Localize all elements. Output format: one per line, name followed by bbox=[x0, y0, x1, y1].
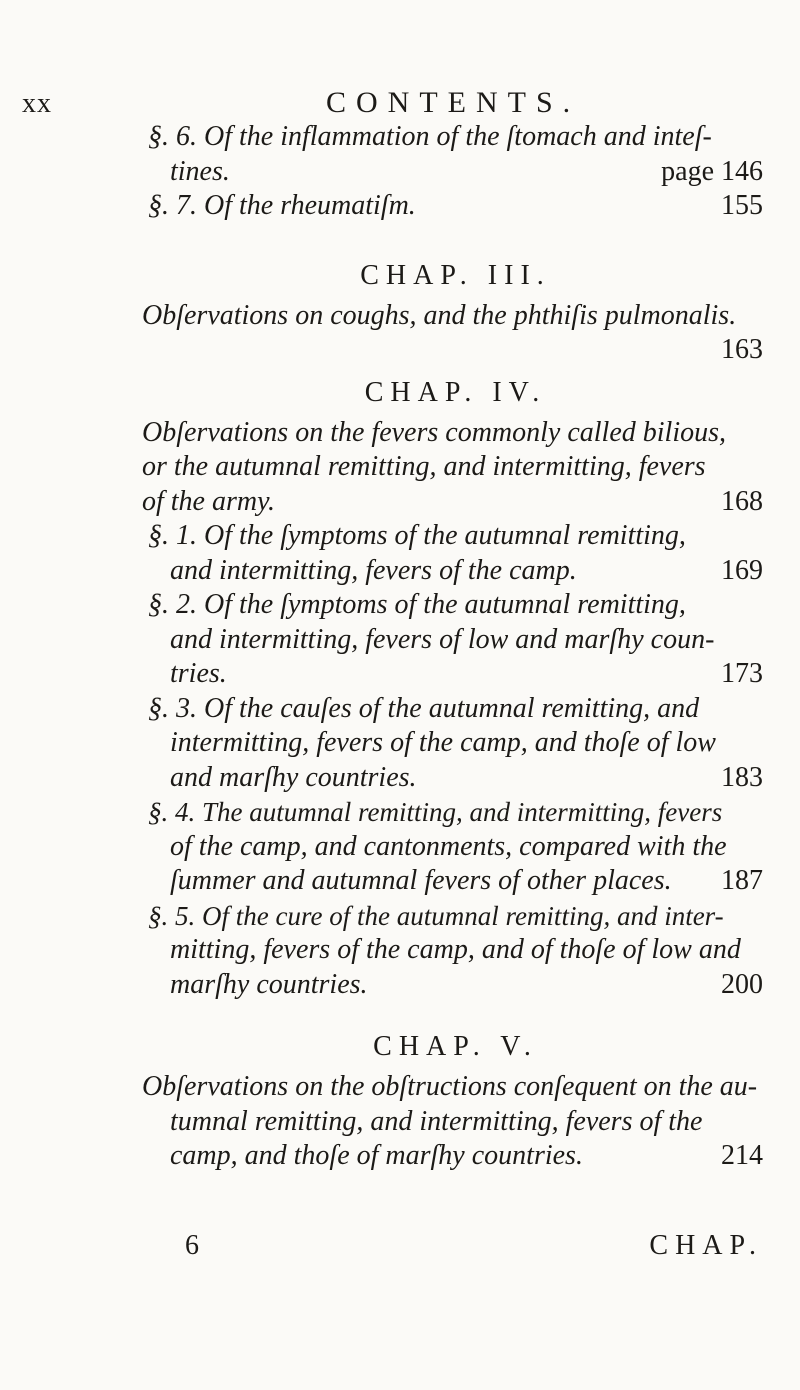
entry-page: 168 bbox=[721, 485, 763, 517]
entry-line: Obſervations on the obſtructions conſequent on the au- bbox=[142, 1071, 758, 1102]
entry-line: §. 3. Of the cauſes of the autumnal remitting, and bbox=[148, 692, 700, 724]
entry-line: ſummer and autumnal fevers of other places. 187 bbox=[148, 864, 763, 899]
running-head: CONTENTS. bbox=[326, 86, 581, 119]
entry-page: 155 bbox=[721, 190, 763, 221]
page-number: xx bbox=[22, 88, 52, 119]
entry-page: 214 bbox=[721, 1140, 763, 1171]
contents-entry bbox=[148, 588, 763, 692]
chapter-heading: CHAP. IV. bbox=[364, 376, 547, 408]
entry-line: tries. 173 bbox=[148, 657, 763, 692]
chapter-heading: CHAP. III. bbox=[360, 259, 551, 291]
entry-line: or the autumnal remitting, and intermitting, fevers bbox=[142, 451, 706, 482]
entry-line: §. 2. Of the ſymptoms of the autumnal remitting, bbox=[148, 589, 686, 620]
entry-line: and intermitting, fevers of the camp. 169 bbox=[148, 554, 763, 589]
entry-line: of the camp, and cantonments, compared with the bbox=[170, 830, 727, 862]
entry-line: §. 4. The autumnal remitting, and intermitting, fevers bbox=[148, 797, 723, 827]
entry-page: 173 bbox=[721, 658, 763, 689]
contents-entry bbox=[148, 692, 763, 796]
entry-line: camp, and thoſe of marſhy countries. 214 bbox=[148, 1139, 763, 1174]
catchword: CHAP. bbox=[649, 1230, 763, 1261]
entry-line: intermitting, fevers of the camp, and thoſe of low bbox=[170, 727, 716, 758]
entry-line: marſhy countries. 200 bbox=[148, 968, 763, 1003]
contents-entry bbox=[148, 120, 763, 189]
entry-line: and intermitting, fevers of low and marſhy coun- bbox=[170, 623, 715, 655]
entry-page: page 146 bbox=[661, 155, 763, 187]
contents-entry bbox=[148, 899, 763, 1003]
entry-line: mitting, fevers of the camp, and of thoſe of low and bbox=[170, 934, 741, 965]
signature-mark: 6 bbox=[185, 1230, 199, 1261]
entry-line: Obſervations on the fevers commonly called bilious, bbox=[142, 416, 726, 448]
contents-list bbox=[142, 120, 763, 1174]
entry-line: of the army. 168 bbox=[142, 485, 763, 520]
entry-page: 169 bbox=[721, 554, 763, 586]
entry-line: Obſervations on coughs, and the phthiſis pulmonalis. bbox=[142, 299, 737, 331]
chapter-heading: CHAP. V. bbox=[373, 1031, 538, 1062]
entry-line: tines. page 146 bbox=[148, 155, 763, 190]
entry-line: §. 6. Of the inflammation of the ſtomach and inteſ- bbox=[148, 121, 712, 152]
contents-entry bbox=[142, 299, 763, 368]
entry-page: 187 bbox=[721, 865, 763, 896]
entry-line bbox=[148, 333, 763, 368]
contents-entry bbox=[142, 416, 763, 520]
entry-line: and marſhy countries. 183 bbox=[148, 761, 763, 796]
entry-page: 183 bbox=[721, 761, 763, 793]
contents-entry bbox=[142, 1070, 763, 1174]
entry-line: §. 1. Of the ſymptoms of the autumnal remitting, bbox=[148, 520, 686, 551]
contents-entry bbox=[148, 795, 763, 899]
entry-line: §. 7. Of the rheumatiſm. 155 bbox=[148, 189, 763, 224]
contents-entry bbox=[148, 189, 763, 224]
entry-line: §. 5. Of the cure of the autumnal remitting, and inter- bbox=[148, 900, 724, 931]
contents-entry bbox=[148, 519, 763, 588]
entry-page: 163 bbox=[721, 334, 763, 365]
entry-line: tumnal remitting, and intermitting, fevers of the bbox=[170, 1105, 703, 1137]
entry-page: 200 bbox=[721, 968, 763, 1000]
